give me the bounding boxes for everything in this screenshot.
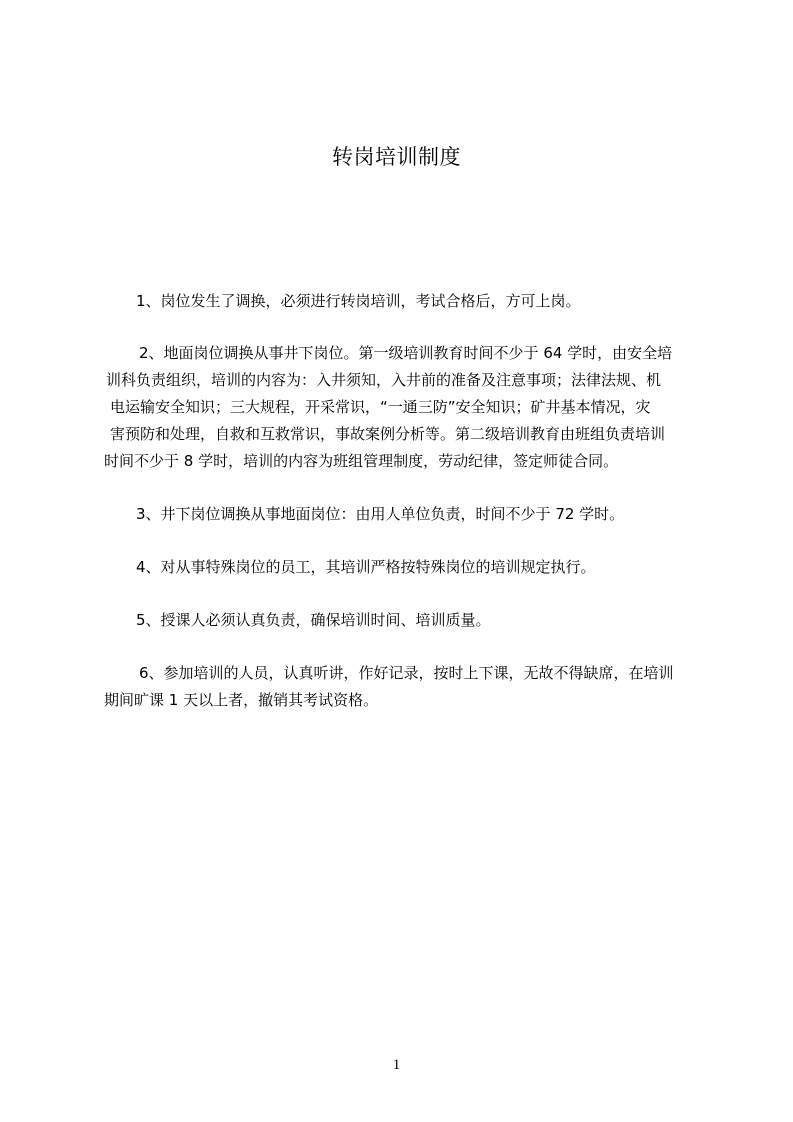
paragraph-line: 时间不少于 8 学时，培训的内容为班组管理制度，劳动纪律，签定师徒合同。 bbox=[104, 452, 619, 470]
document-title: 转岗培训制度 bbox=[332, 145, 461, 169]
paragraph-2 bbox=[103, 340, 715, 475]
paragraph-line: 训科负责组织，培训的内容为：入井须知，入井前的准备及注意事项；法律法规、机 bbox=[106, 371, 662, 389]
paragraph-6 bbox=[103, 660, 715, 714]
paragraph-3 bbox=[103, 501, 715, 528]
paragraph-line: 1、岗位发生了调换，必须进行转岗培训，考试合格后，方可上岗。 bbox=[136, 292, 581, 310]
page-number: 1 bbox=[392, 1057, 401, 1073]
paragraph-1 bbox=[103, 288, 715, 315]
paragraph-line: 6、参加培训的人员，认真听讲，作好记录，按时上下课，无故不得缺席，在培训 bbox=[139, 664, 674, 682]
paragraph-line: 害预防和处理，自救和互救常识，事故案例分析等。第二级培训教育由班组负责培训 bbox=[110, 425, 666, 443]
paragraph-line: 2、地面岗位调换从事井下岗位。第一级培训教育时间不少于 64 学时，由安全培 bbox=[139, 344, 673, 362]
paragraph-line: 期间旷课 1 天以上者，撤销其考试资格。 bbox=[104, 691, 379, 709]
paragraph-line: 4、对从事特殊岗位的员工，其培训严格按特殊岗位的培训规定执行。 bbox=[136, 558, 596, 576]
paragraph-line: 3、井下岗位调换从事地面岗位：由用人单位负责，时间不少于 72 学时。 bbox=[136, 505, 625, 523]
paragraph-4 bbox=[103, 554, 715, 581]
paragraph-line: 电运输安全知识；三大规程，开采常识，“一通三防”安全知识；矿井基本情况，灾 bbox=[110, 398, 651, 416]
paragraph-5 bbox=[103, 607, 715, 634]
paragraph-line: 5、授课人必须认真负责，确保培训时间、培训质量。 bbox=[136, 611, 491, 629]
